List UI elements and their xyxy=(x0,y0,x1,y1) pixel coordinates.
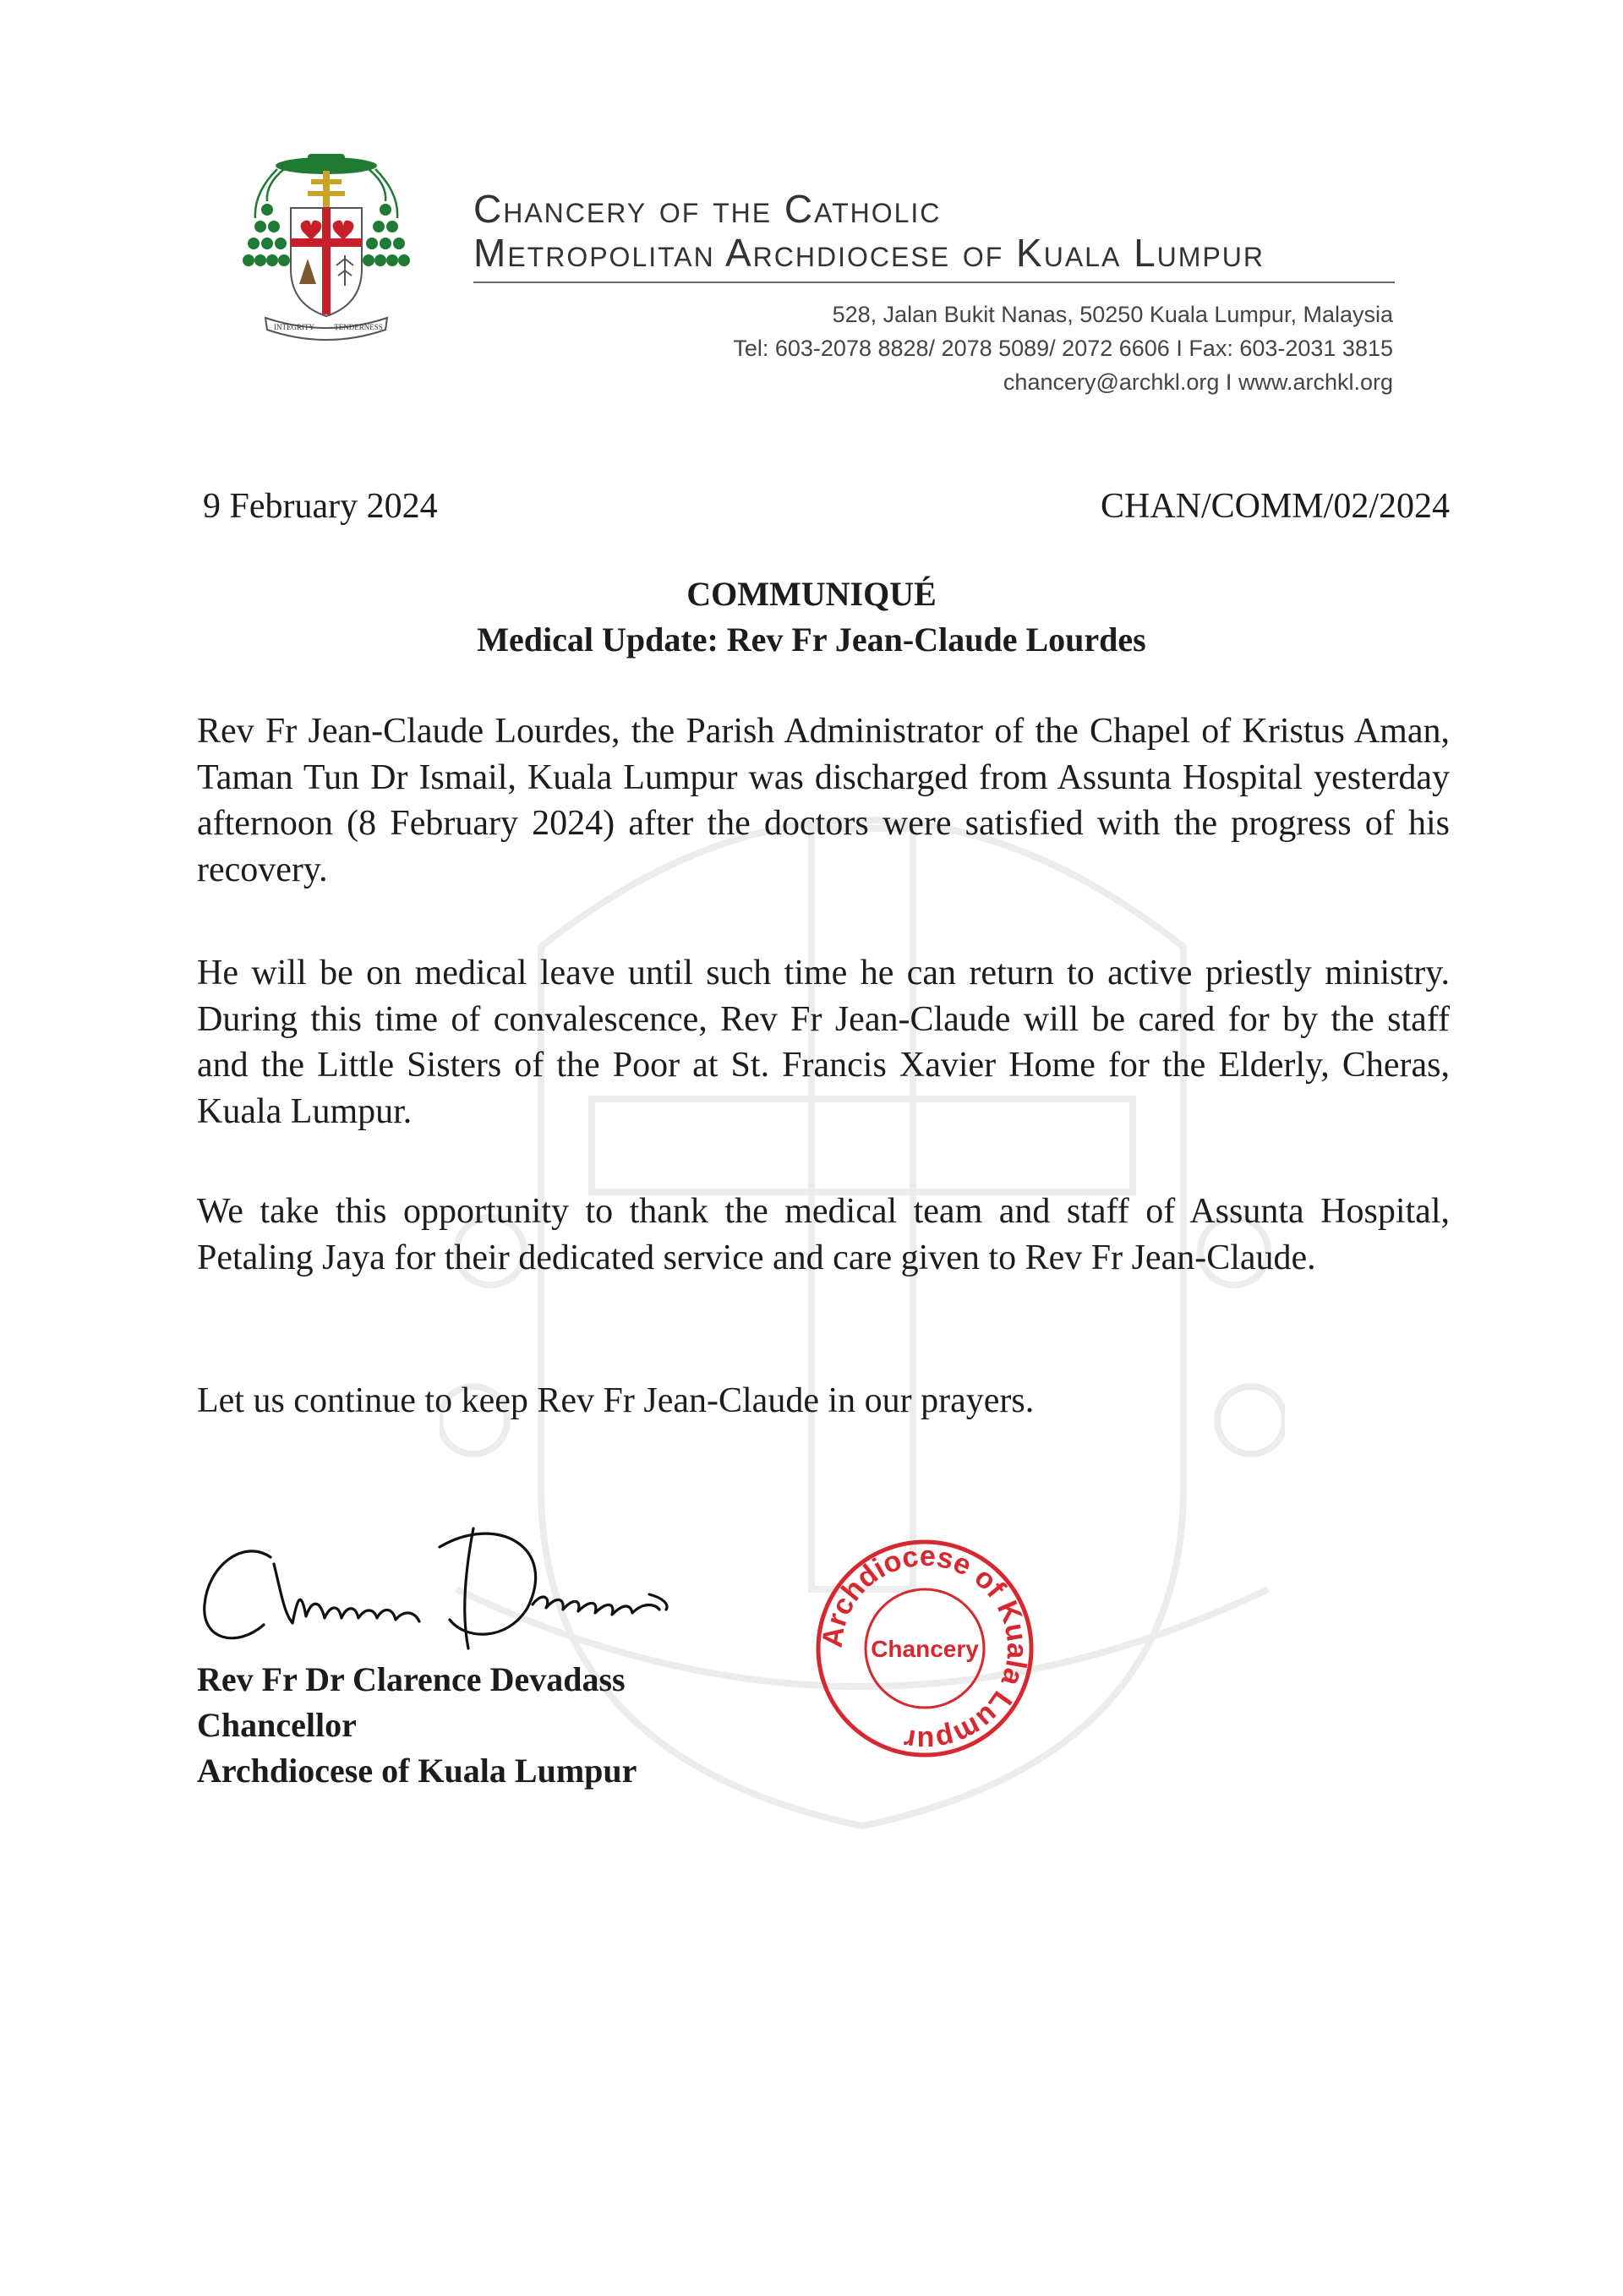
body-paragraph: Let us continue to keep Rev Fr Jean-Claude in our prayers. xyxy=(197,1381,1035,1420)
letterhead-title-line1: Chancery of the Catholic xyxy=(473,187,942,231)
letterhead-title-line2: Metropolitan Archdiocese of Kuala Lumpur xyxy=(473,231,1265,275)
signatory-name: Rev Fr Dr Clarence Devadass xyxy=(197,1660,626,1698)
letterhead-divider xyxy=(473,282,1395,283)
reference-number: CHAN/COMM/02/2024 xyxy=(1100,487,1450,526)
stamp-center-text: Chancery xyxy=(871,1636,979,1662)
handwritten-signature xyxy=(193,1513,734,1665)
letterhead-email-website: chancery@archkl.org I www.archkl.org xyxy=(1003,369,1393,395)
stamp-ring-text: Archdiocese of Kuala Lumpur xyxy=(816,1539,1034,1758)
body-paragraph: He will be on medical leave until such time he can return to active priestly ministry. During this time of convalescence, Rev Fr Jean-Claude will be cared for by the staff and the Little Sisters of the Poor at St. Francis Xavier Home for the Elderly, Cheras, Kuala Lumpur. xyxy=(197,954,1450,1131)
communique-title: COMMUNIQUÉ xyxy=(686,575,937,613)
letterhead-phone-fax: Tel: 603-2078 8828/ 2078 5089/ 2072 6606 I Fax: 603-2031 3815 xyxy=(733,336,1393,361)
crest-motto-left: INTEGRITY xyxy=(274,323,314,331)
signatory-organisation: Archdiocese of Kuala Lumpur xyxy=(197,1752,637,1790)
coat-of-arms-crest xyxy=(242,150,411,362)
crest-motto-right: TENDERNESS xyxy=(334,323,383,331)
chancery-stamp xyxy=(813,1537,1036,1760)
letterhead-address: 528, Jalan Bukit Nanas, 50250 Kuala Lumpur, Malaysia xyxy=(832,302,1393,327)
signatory-title: Chancellor xyxy=(197,1706,357,1744)
body-paragraph: Rev Fr Jean-Claude Lourdes, the Parish Administrator of the Chapel of Kristus Aman, Taman Tun Dr Ismail, Kuala Lumpur was discharged from Assunta Hospital yesterday afternoon (8 February 2024) after the doctors were satisfied with the progress of his recovery. xyxy=(197,712,1450,889)
letter-date: 9 February 2024 xyxy=(203,487,438,526)
body-paragraph: We take this opportunity to thank the medical team and staff of Assunta Hospital, Petaling Jaya for their dedicated service and care given to Rev Fr Jean-Claude. xyxy=(197,1192,1450,1277)
communique-subtitle: Medical Update: Rev Fr Jean-Claude Lourdes xyxy=(477,620,1146,659)
